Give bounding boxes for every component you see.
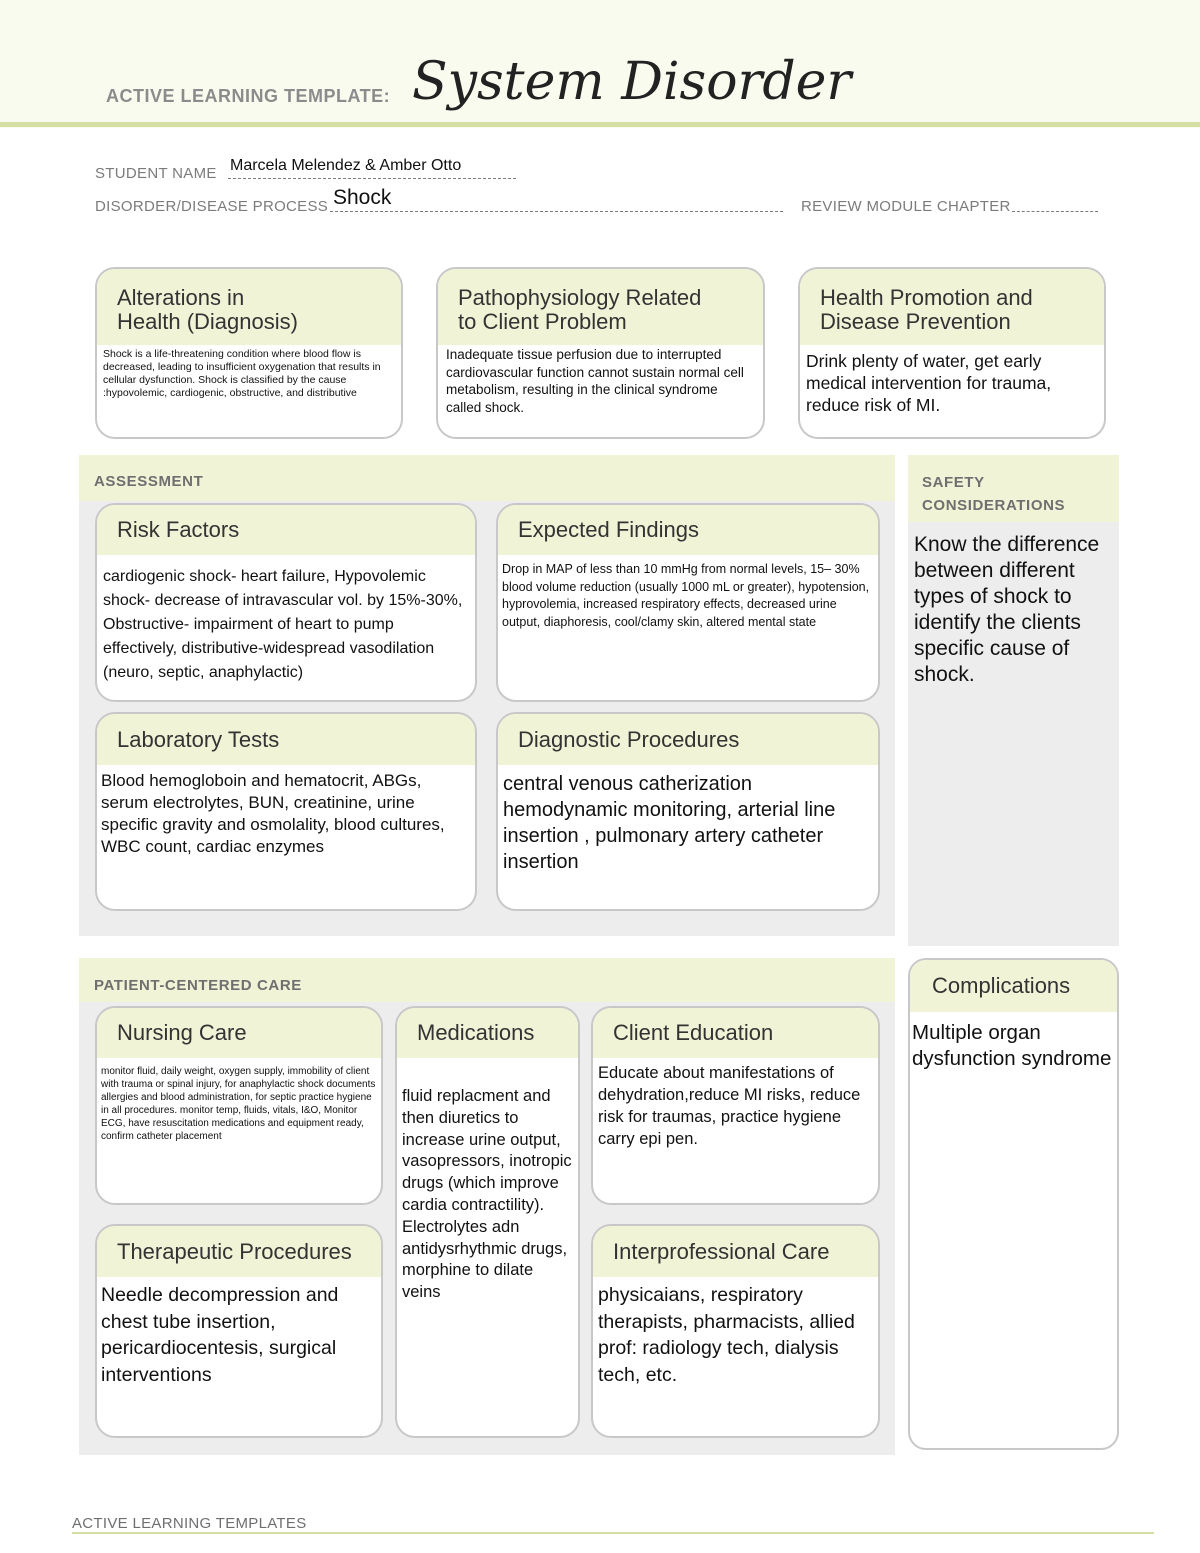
client-education-title: Client Education: [613, 1020, 774, 1045]
footer-label: ACTIVE LEARNING TEMPLATES: [72, 1515, 307, 1532]
pathophysiology-text[interactable]: Inadequate tissue perfusion due to interrupted cardiovascular function cannot sustain normal cell metabolism, resulting in the clinical syndrome called shock.: [446, 347, 744, 415]
risk-factors-header: [97, 505, 475, 555]
therapeutic-procedures-header: [97, 1226, 381, 1277]
interprofessional-care-box: [591, 1224, 880, 1438]
template-label: ACTIVE LEARNING TEMPLATE:: [106, 86, 391, 106]
client-education-header: [593, 1008, 878, 1058]
pathophysiology-title-line1: Pathophysiology Related: [458, 285, 702, 310]
medications-header: [397, 1008, 578, 1058]
review-module-label: REVIEW MODULE CHAPTER: [801, 198, 1011, 215]
assessment-section-label: ASSESSMENT: [94, 473, 204, 490]
risk-factors-title: Risk Factors: [117, 517, 240, 542]
complications-header: [910, 960, 1117, 1012]
expected-findings-text[interactable]: Drop in MAP of less than 10 mmHg from normal levels, 15– 30% blood volume reduction (usually 1000 mL or greater), hypotension, hyprovolemia, increased respiratory effects, decreased urine output, diaphoresis, cool/clamy skin, altered mental state: [502, 562, 870, 629]
disorder-label: DISORDER/DISEASE PROCESS: [95, 198, 329, 215]
health-promotion-header: [800, 269, 1104, 345]
diagnostic-procedures-box: [496, 712, 880, 911]
student-name-label: STUDENT NAME: [95, 165, 217, 182]
complications-box: [908, 958, 1119, 1450]
complications-text[interactable]: Multiple organ dysfunction syndrome: [912, 1021, 1112, 1070]
laboratory-tests-box: [95, 712, 477, 911]
laboratory-tests-title: Laboratory Tests: [117, 726, 280, 752]
risk-factors-box: [95, 503, 477, 702]
template-title: System Disorder: [412, 52, 852, 112]
diagnostic-procedures-text[interactable]: central venous catherization hemodynamic monitoring, arterial line insertion , pulmonary artery catheter insertion: [503, 773, 836, 873]
medications-title: Medications: [417, 1020, 535, 1045]
laboratory-tests-header: [97, 714, 475, 765]
safety-considerations-header: [908, 455, 1119, 522]
interprofessional-care-text[interactable]: physicaians, respiratory therapists, pharmacists, allied prof: radiology tech, dialysis tech, etc.: [598, 1284, 855, 1386]
patient-care-section-label: PATIENT-CENTERED CARE: [94, 977, 302, 994]
pathophysiology-header: [438, 269, 763, 345]
safety-label-line2: CONSIDERATIONS: [922, 497, 1066, 514]
expected-findings-header: [498, 505, 878, 555]
nursing-care-box: [95, 1006, 383, 1205]
client-education-box: [591, 1006, 880, 1205]
disorder-field[interactable]: Shock: [333, 186, 392, 209]
header-divider: [0, 122, 1200, 127]
pathophysiology-box: [436, 267, 765, 439]
nursing-care-title: Nursing Care: [117, 1020, 247, 1045]
disorder-underline: [330, 211, 783, 212]
alterations-title-line1: Alterations in: [117, 285, 245, 310]
health-promotion-title-line2: Disease Prevention: [820, 309, 1011, 334]
client-education-text[interactable]: Educate about manifestations of dehydration,reduce MI risks, reduce risk for traumas, practice hygiene carry epi pen.: [598, 1064, 861, 1148]
interprofessional-care-header: [593, 1226, 878, 1277]
alterations-box: [95, 267, 403, 439]
diagnostic-procedures-header: [498, 714, 878, 765]
footer-divider: [72, 1532, 1154, 1534]
health-promotion-box: [798, 267, 1106, 439]
alterations-header: [97, 269, 401, 345]
medications-text[interactable]: fluid replacment and then diuretics to increase urine output, vasopressors, inotropic drugs (which improve cardia contractility). Electrolytes adn antidysrhythmic drugs, morphine to dilate veins: [402, 1087, 572, 1302]
alterations-title-line2: Health (Diagnosis): [117, 309, 298, 334]
therapeutic-procedures-title: Therapeutic Procedures: [117, 1238, 352, 1264]
student-name-field[interactable]: Marcela Melendez & Amber Otto: [230, 157, 462, 174]
interprofessional-care-title: Interprofessional Care: [613, 1238, 830, 1264]
safety-label-line1: SAFETY: [922, 474, 985, 491]
review-module-field[interactable]: [1012, 211, 1098, 212]
expected-findings-title: Expected Findings: [518, 517, 699, 542]
nursing-care-text[interactable]: monitor fluid, daily weight, oxygen supply, immobility of client with trauma or spinal injury, for anaphylactic shock documents allergies and blood administration, for septic practice hygiene in all procedures. monitor temp, fluids, vitals, I&O, Monitor ECG, have resuscitation medications and equipment ready, confirm catheter placement: [101, 1066, 376, 1142]
risk-factors-text[interactable]: cardiogenic shock- heart failure, Hypovolemic shock- decrease of intravascular vol. by 15%-30%, Obstructive- impairment of heart to pump effectively, distributive-widespread vasodilation (neuro, septic, anaphylactic): [103, 568, 463, 681]
safety-considerations-text[interactable]: Know the difference between different types of shock to identify the clients specific cause of shock.: [908, 522, 1119, 946]
therapeutic-procedures-text[interactable]: Needle decompression and chest tube insertion, pericardiocentesis, surgical interventions: [101, 1284, 339, 1386]
complications-title: Complications: [932, 973, 1071, 998]
medications-box: [395, 1006, 580, 1438]
alterations-text[interactable]: Shock is a life-threatening condition where blood flow is decreased, leading to insufficient oxygenation that results in cellular dysfunction. Shock is classified by the cause :hypovolemic, cardiogenic, obstructive, and distributive: [103, 348, 381, 399]
nursing-care-header: [97, 1008, 381, 1058]
health-promotion-text[interactable]: Drink plenty of water, get early medical intervention for trauma, reduce risk of MI.: [806, 351, 1052, 415]
health-promotion-title-line1: Health Promotion and: [820, 285, 1033, 310]
pathophysiology-title-line2: to Client Problem: [458, 309, 627, 334]
diagnostic-procedures-title: Diagnostic Procedures: [518, 726, 740, 752]
student-name-underline: [228, 178, 516, 179]
laboratory-tests-text[interactable]: Blood hemogloboin and hematocrit, ABGs, serum electrolytes, BUN, creatinine, urine specific gravity and osmolality, blood cultures, WBC count, cardiac enzymes: [101, 771, 445, 856]
expected-findings-box: [496, 503, 880, 702]
therapeutic-procedures-box: [95, 1224, 383, 1438]
